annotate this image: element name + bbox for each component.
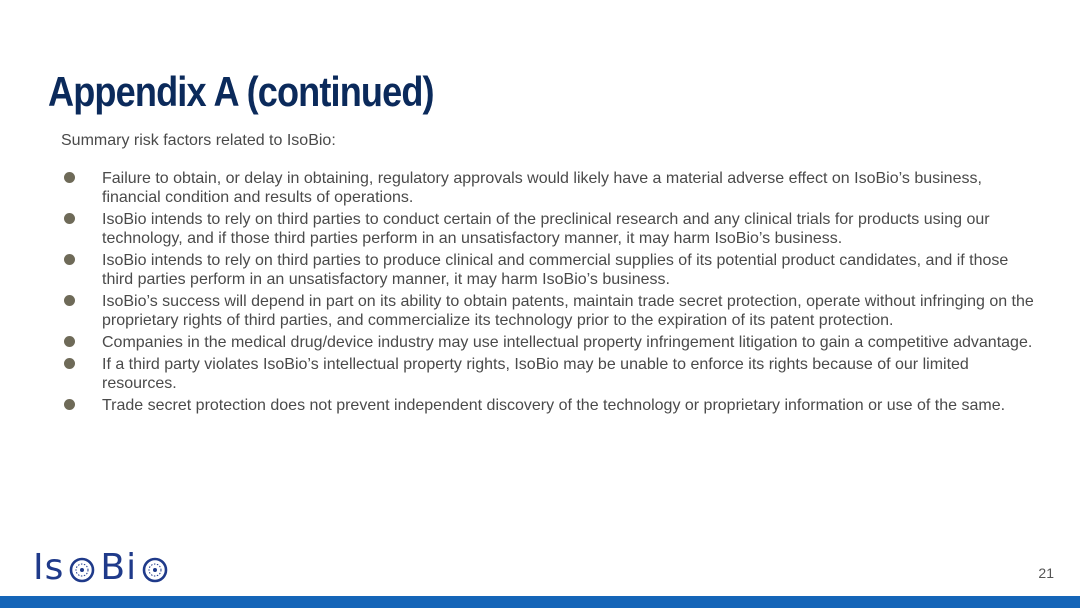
intro-text: Summary risk factors related to IsoBio:	[61, 132, 336, 149]
risk-factor-text: Companies in the medical drug/device industry may use intellectual property infringement litigation to gain a competitive advantage.	[102, 334, 1033, 351]
risk-factor-text: IsoBio intends to rely on third parties to conduct certain of the preclinical research and any clinical trials for products using our technology, and if those third parties perform in an unsatisfactory manner, it may harm IsoBio’s business.	[102, 211, 990, 247]
risk-factor-item	[61, 396, 1036, 415]
bullet-icon	[64, 254, 75, 265]
bullet-icon	[64, 295, 75, 306]
risk-factor-text: Failure to obtain, or delay in obtaining, regulatory approvals would likely have a material adverse effect on IsoBio’s business, financial condition and results of operations.	[102, 170, 982, 206]
page-number: 21	[1038, 565, 1054, 581]
risk-factor-item	[61, 333, 1036, 352]
risk-factor-item	[61, 169, 1036, 207]
isobio-logo-icon	[137, 550, 173, 586]
bullet-icon	[64, 213, 75, 224]
risk-factor-text: If a third party violates IsoBio’s intellectual property rights, IsoBio may be unable to enforce its rights because of our limited resources.	[102, 356, 969, 392]
bullet-icon	[64, 358, 75, 369]
risk-factor-item	[61, 210, 1036, 248]
risk-factor-item	[61, 355, 1036, 393]
risk-factor-item	[61, 251, 1036, 289]
risk-factor-text: Trade secret protection does not prevent independent discovery of the technology or proprietary information or use of the same.	[102, 397, 1006, 414]
risk-factor-text: IsoBio’s success will depend in part on its ability to obtain patents, maintain trade secret protection, operate without infringing on the proprietary rights of third parties, and commercialize its technology prior to the expiration of its patent protection.	[102, 293, 1034, 329]
slide-title: Appendix A (continued)	[48, 68, 434, 115]
risk-factor-item	[61, 292, 1036, 330]
bottom-accent-bar	[0, 596, 1080, 608]
bullet-icon	[64, 399, 75, 410]
bullet-icon	[64, 172, 75, 183]
logo-text-bi: Bi	[100, 547, 138, 588]
risk-factor-text: IsoBio intends to rely on third parties to produce clinical and commercial supplies of its potential product candidates, and if those third parties perform in an unsatisfactory manner, it may harm IsoBio’s business.	[102, 252, 1009, 288]
isobio-logo	[33, 548, 173, 588]
risk-factor-list	[61, 169, 1036, 418]
logo-text-iso: Is	[33, 547, 65, 588]
bullet-icon	[64, 336, 75, 347]
isobio-logo-icon	[64, 550, 100, 586]
